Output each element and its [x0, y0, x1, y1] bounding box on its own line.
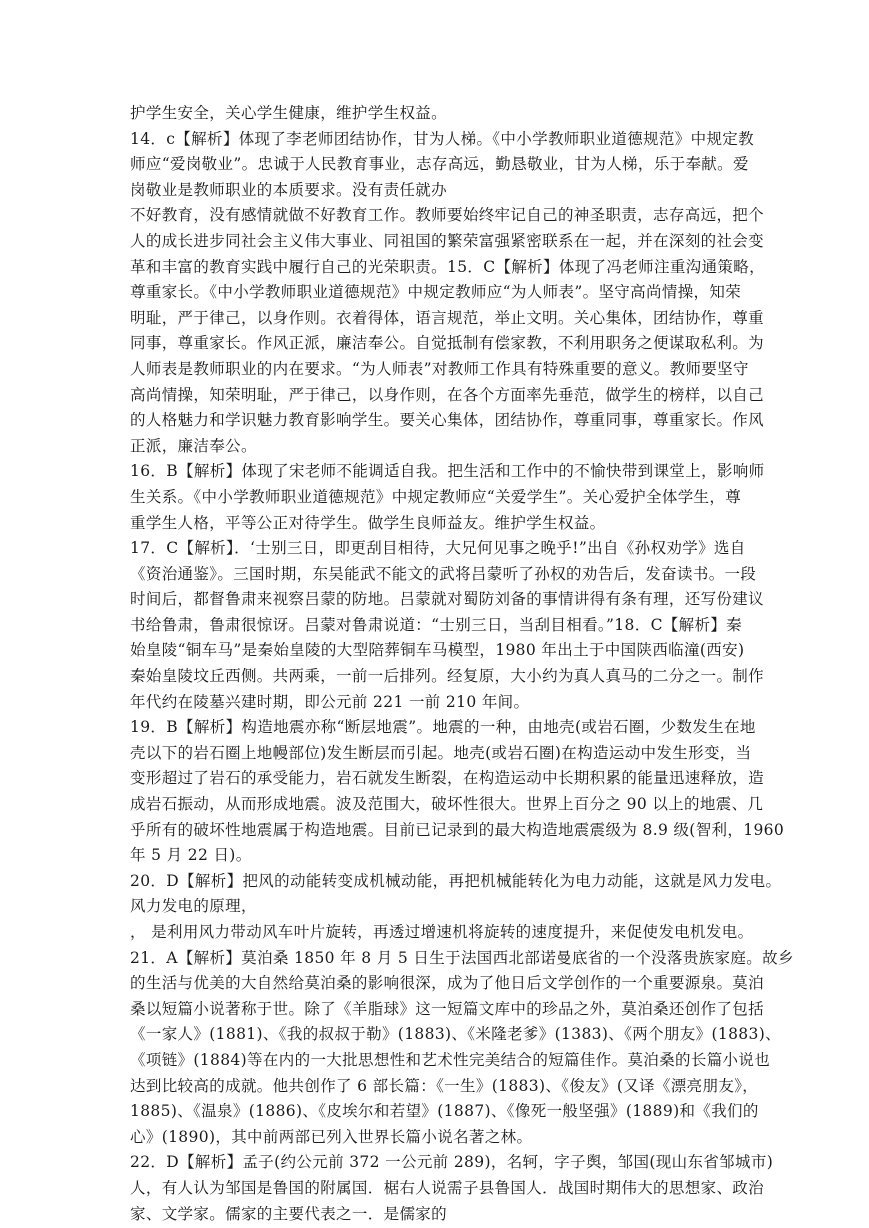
- text-line: 不好教育，没有感情就做不好教育工作。教师要始终牢记自己的神圣职责，志存高远，把个: [130, 206, 765, 225]
- text-line: 生关系。《中小学教师职业道德规范》中规定教师应“关爱学生”。关心爱护全体学生，尊: [130, 487, 742, 506]
- text-line: 16．B【解析】体现了宋老师不能调适自我。把生活和工作中的不愉快带到课堂上，影响师: [130, 462, 765, 481]
- text-line: 尊重家长。《中小学教师职业道德规范》中规定教师应“为人师表”。坚守高尚情操，知荣: [130, 283, 742, 302]
- text-line: 变形超过了岩石的承受能力，岩石就发生断裂，在构造运动中长期积累的能量迅速释放，造: [130, 769, 765, 788]
- text-line: 革和丰富的教育实践中履行自己的光荣职责。15．C【解析】体现了冯老师注重沟通策略，: [130, 257, 765, 276]
- text-line: 的生活与优美的大自然给莫泊桑的影响很深，成为了他日后文学创作的一个重要源泉。莫泊: [130, 974, 765, 993]
- text-line: 《项链》(1884)等在内的一大批思想性和艺术性完美结合的短篇佳作。莫泊桑的长篇小说也: [130, 1050, 771, 1069]
- text-line: 19．B【解析】构造地震亦称“断层地震”。地震的一种，由地壳(或岩石圈，少数发生在地: [130, 718, 756, 737]
- text-line: 风力发电的原理，: [130, 897, 257, 916]
- text-line: 成岩石振动，从而形成地震。波及范围大，破坏性很大。世界上百分之 90 以上的地震、几: [130, 795, 764, 814]
- text-line: 书给鲁肃，鲁肃很惊讶。吕蒙对鲁肃说道：“士别三日，当刮目相看。”18．C【解析】秦: [130, 615, 743, 634]
- text-line: 《资治通鉴》。三国时期，东吴能武不能文的武将吕蒙听了孙权的劝告后，发奋读书。一段: [130, 564, 757, 583]
- text-line: 年代约在陵墓兴建时期，即公元前 221 一前 210 年间。: [130, 692, 530, 711]
- text-line: 明耻，严于律己，以身作则。衣着得体，语言规范，举止文明。关心集体，团结协作，尊重: [130, 308, 765, 327]
- text-line: 护学生安全，关心学生健康，维护学生权益。: [130, 104, 448, 122]
- text-line: 达到比较高的成就。他共创作了 6 部长篇：《一生》(1883)、《俊友》(又译《漂亮朋友》，: [130, 1076, 759, 1095]
- document-page: [130, 101, 794, 1227]
- text-line: 人，有人认为邹国是鲁国的附属国．椐右人说需子县鲁国人．战国时期伟大的思想家、政治: [130, 1178, 765, 1197]
- text-line: 21．A【解析】莫泊桑 1850 年 8 月 5 日生于法国西北部诺曼底省的一个没落贵族家庭。故乡: [130, 948, 794, 967]
- text-line: 22．D【解析】孟子(约公元前 372 一公元前 289)，名轲，字子舆，邹国(现山东省邹城市): [130, 1153, 774, 1172]
- text-line: 桑以短篇小说著称于世。除了《羊脂球》这一短篇文库中的珍品之外，莫泊桑还创作了包括: [130, 999, 765, 1018]
- text-line: 秦始皇陵坟丘西侧。共两乘，一前一后排列。经复原，大小约为真人真马的二分之一。制作: [130, 667, 765, 686]
- text-line: 师应“爱岗敬业”。忠诚于人民教育事业，志存高远，勤恳敬业，甘为人梯，乐于奉献。爱: [130, 155, 749, 174]
- text-line: 年 5 月 22 日)。: [130, 846, 252, 865]
- text-line: 家、文学家。儒家的主要代表之一．是儒家的: [130, 1204, 448, 1223]
- text-line: 1885)、《温泉》(1886)、《皮埃尔和若望》(1887)、《像死一般坚强》(1889)和《我们的: [130, 1102, 759, 1121]
- text-line: 的人格魅力和学识魅力教育影响学生。要关心集体，团结协作，尊重同事，尊重家长。作风: [130, 411, 765, 430]
- text-line: 心》(1890)，其中前两部已列入世界长篇小说名著之林。: [130, 1127, 533, 1146]
- text-line: 重学生人格，平等公正对待学生。做学生良师益友。维护学生权益。: [130, 513, 606, 532]
- text-line: 人师表是教师职业的内在要求。“为人师表”对教师工作具有特殊重要的意义。教师要坚守: [130, 359, 749, 378]
- text-line: 岗敬业是教师职业的本质要求。没有责任就办: [130, 180, 448, 199]
- text-line: 14．c【解析】体现了李老师团结协作，甘为人梯。《中小学教师职业道德规范》中规定教: [130, 129, 755, 148]
- text-line: 人的成长进步同社会主义伟大事业、同祖国的繁荣富强紧密联系在一起，并在深刻的社会变: [130, 231, 765, 250]
- text-line: 《一家人》(1881)、《我的叔叔于勒》(1883)、《米隆老爹》(1383)、《两个朋友》(1883)、: [130, 1025, 781, 1044]
- text-line: ， 是利用风力带动风车叶片旋转，再透过增速机将旋转的速度提升，来促使发电机发电。: [130, 923, 754, 941]
- text-line: 20．D【解析】把风的动能转变成机械动能，再把机械能转化为电力动能，这就是风力发电。: [130, 871, 782, 890]
- text-line: 壳以下的岩石圈上地幔部位)发生断层而引起。地壳(或岩石圈)在构造运动中发生形变，当: [130, 743, 752, 762]
- text-line: 乎所有的破坏性地震属于构造地震。目前已记录到的最大构造地震震级为 8.9 级(智利，1960: [130, 820, 785, 839]
- text-line: 17．C【解析】．‘士别三日，即更刮目相待，大兄何见事之晚乎!”出自《孙权劝学》选自: [130, 539, 746, 558]
- text-line: 时间后，都督鲁肃来视察吕蒙的防地。吕蒙就对蜀防刘备的事情讲得有条有理，还写份建议: [130, 590, 765, 609]
- text-line: 正派，廉洁奉公。: [130, 436, 257, 455]
- text-line: 始皇陵“铜车马”是秦始皇陵的大型陪葬铜车马模型，1980 年出土于中国陕西临潼(西安): [130, 641, 745, 660]
- text-line: 同事，尊重家长。作风正派，廉洁奉公。自觉抵制有偿家教，不利用职务之便谋取私利。为: [130, 334, 765, 353]
- text-line: 高尚情操，知荣明耻，严于律己，以身作则，在各个方面率先垂范，做学生的榜样，以自己: [130, 385, 765, 404]
